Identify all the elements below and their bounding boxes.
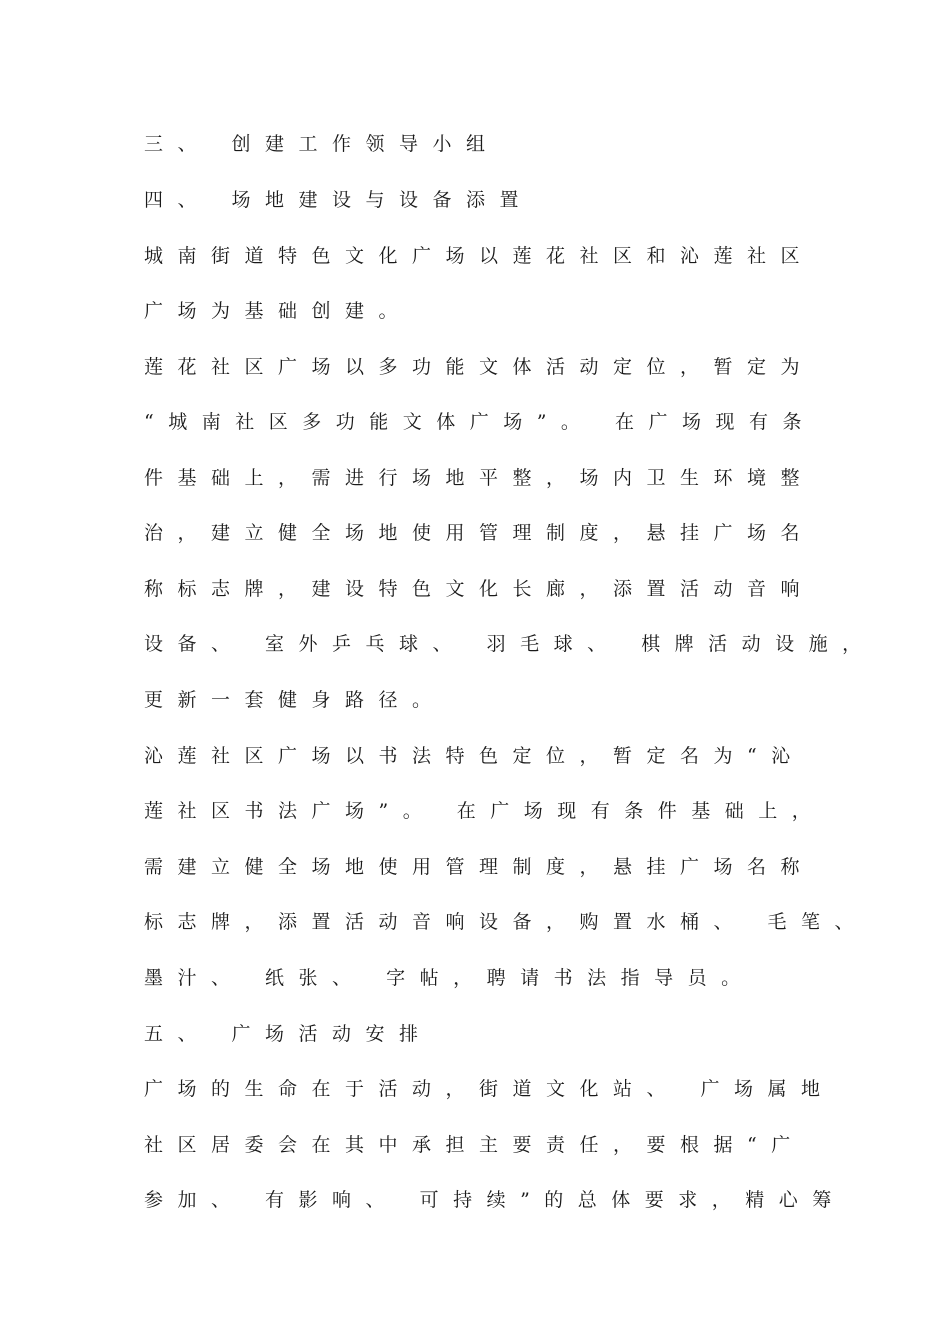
paragraph-line: 广场为基础创建。 — [144, 300, 413, 322]
heading-leadership-group: 三、 创建工作领导小组 — [144, 133, 500, 155]
paragraph-line: 沁莲社区广场以书法特色定位，暂定名为“沁 — [144, 745, 805, 767]
paragraph-line: 需建立健全场地使用管理制度，悬挂广场名称 — [144, 856, 815, 878]
paragraph-line: 更新一套健身路径。 — [144, 689, 446, 711]
paragraph-line: 件基础上，需进行场地平整，场内卫生环境整 — [144, 467, 815, 489]
paragraph-line: 社区居委会在其中承担主要责任，要根据“广 — [144, 1134, 805, 1156]
heading-site-construction: 四、 场地建设与设备添置 — [144, 189, 534, 211]
paragraph-line: 莲花社区广场以多功能文体活动定位，暂定为 — [144, 356, 815, 378]
paragraph-line: 莲社区书法广场”。 在广场现有条件基础上， — [144, 800, 826, 822]
paragraph-line: 参加、 有影响、 可持续”的总体要求，精心筹 — [144, 1189, 846, 1211]
paragraph-line: 广场的生命在于活动，街道文化站、 广场属地 — [144, 1078, 835, 1100]
paragraph-line: 墨汁、 纸张、 字帖，聘请书法指导员。 — [144, 967, 755, 989]
paragraph-line: 称标志牌，建设特色文化长廊，添置活动音响 — [144, 578, 815, 600]
paragraph-line: 设备、 室外乒乓球、 羽毛球、 棋牌活动设施， — [144, 633, 876, 655]
paragraph-line: “城南社区多功能文体广场”。 在广场现有条 — [144, 411, 816, 433]
paragraph-line: 标志牌，添置活动音响设备，购置水桶、 毛笔、 — [144, 911, 869, 933]
paragraph-line: 治，建立健全场地使用管理制度，悬挂广场名 — [144, 522, 815, 544]
paragraph-line: 城南街道特色文化广场以莲花社区和沁莲社区 — [144, 245, 815, 267]
heading-activity-schedule: 五、 广场活动安排 — [144, 1023, 433, 1045]
